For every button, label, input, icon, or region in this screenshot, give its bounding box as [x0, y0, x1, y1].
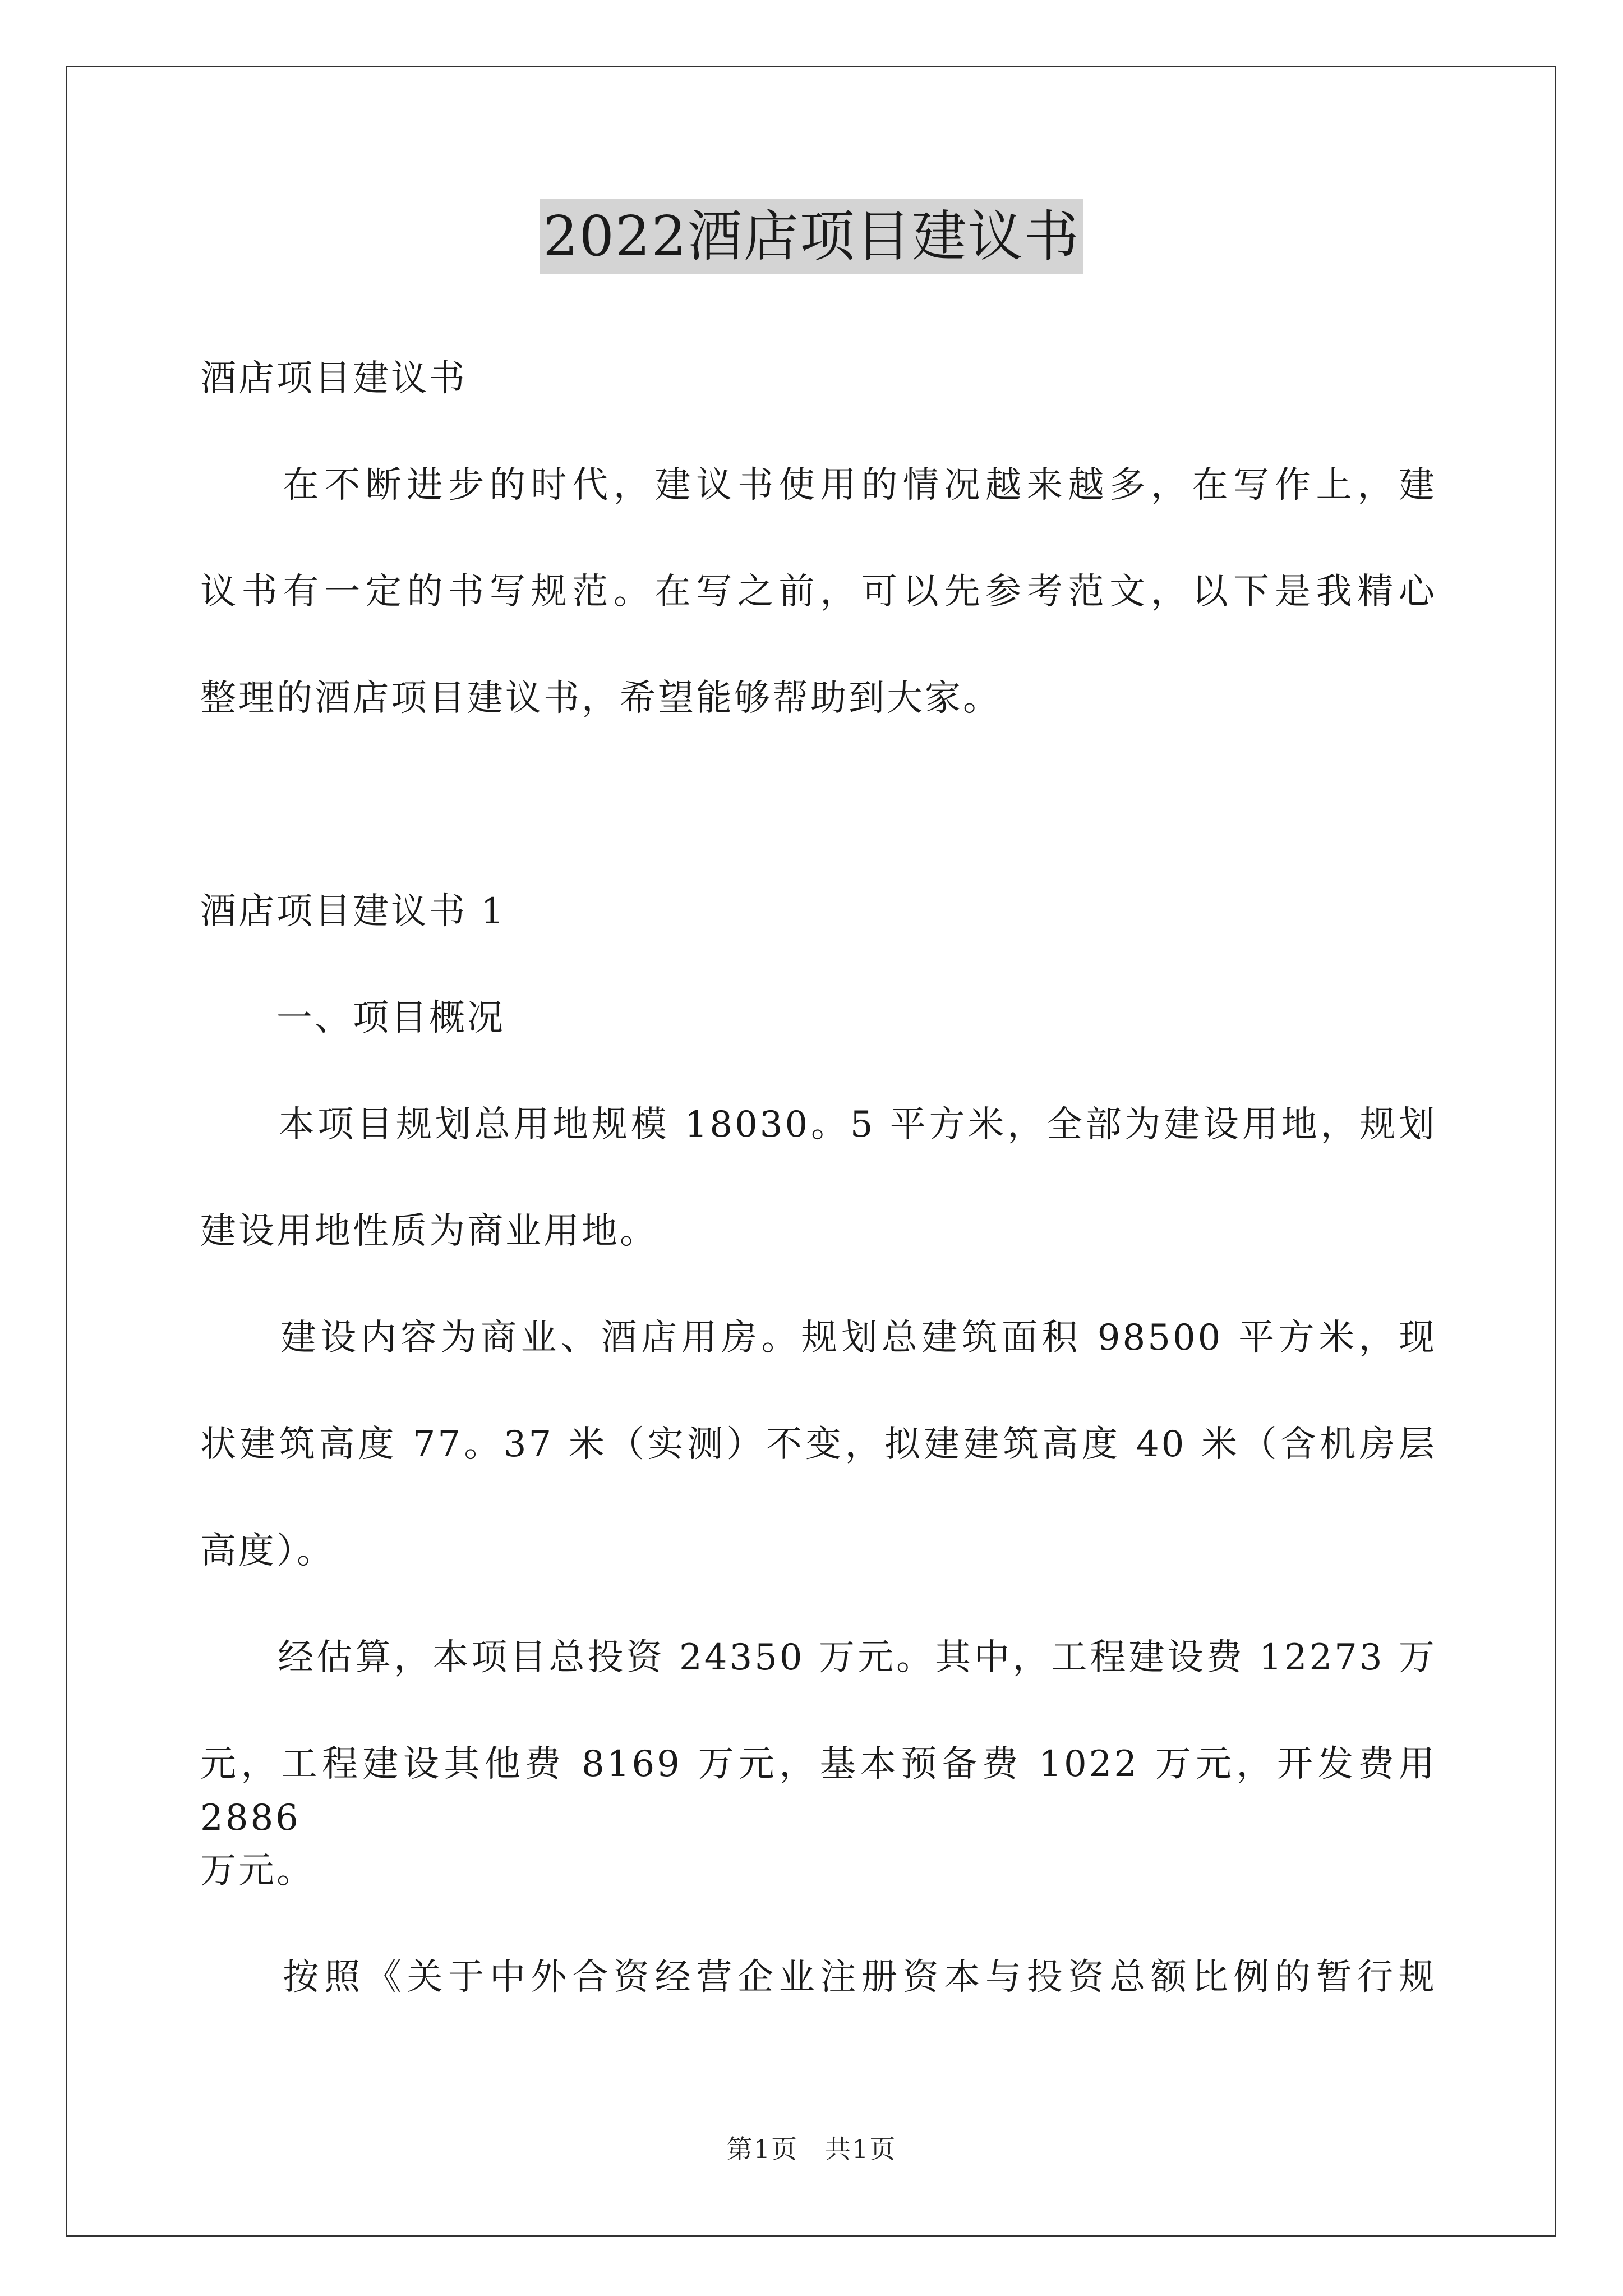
- paragraph-line: 元，工程建设其他费 8169 万元，基本预备费 1022 万元，开发费用 2886: [200, 1743, 1437, 1839]
- paragraph-line: 高度）。: [200, 1530, 335, 1572]
- paragraph-line: 议书有一定的书写规范。在写之前，可以先参考范文，以下是我精心: [200, 571, 1437, 613]
- paragraph-line: 建设内容为商业、酒店用房。规划总建筑面积 98500 平方米，现: [200, 1317, 1437, 1359]
- section-subheading: 一、项目概况: [200, 997, 505, 1039]
- paragraph-line: 按照《关于中外合资经营企业注册资本与投资总额比例的暂行规: [200, 1957, 1437, 1998]
- paragraph-line: 经估算，本项目总投资 24350 万元。其中，工程建设费 12273 万: [200, 1637, 1437, 1678]
- subtitle-line: 酒店项目建议书: [200, 358, 467, 399]
- paragraph-line: 万元。: [200, 1850, 315, 1892]
- page-footer: 第1页 共1页: [726, 2134, 897, 2164]
- paragraph-line: 状建筑高度 77。37 米（实测）不变，拟建建筑高度 40 米（含机房层: [200, 1424, 1437, 1465]
- title-wrap: [0, 199, 1623, 274]
- paragraph-line: 在不断进步的时代，建议书使用的情况越来越多，在写作上，建: [200, 464, 1437, 506]
- paragraph-line: 本项目规划总用地规模 18030。5 平方米，全部为建设用地，规划: [200, 1104, 1437, 1145]
- document-title: 2022酒店项目建议书: [540, 199, 1083, 274]
- paragraph-line: 建设用地性质为商业用地。: [200, 1211, 658, 1252]
- section-heading: 酒店项目建议书 1: [200, 891, 506, 932]
- paragraph-line: 整理的酒店项目建议书，希望能够帮助到大家。: [200, 678, 1001, 719]
